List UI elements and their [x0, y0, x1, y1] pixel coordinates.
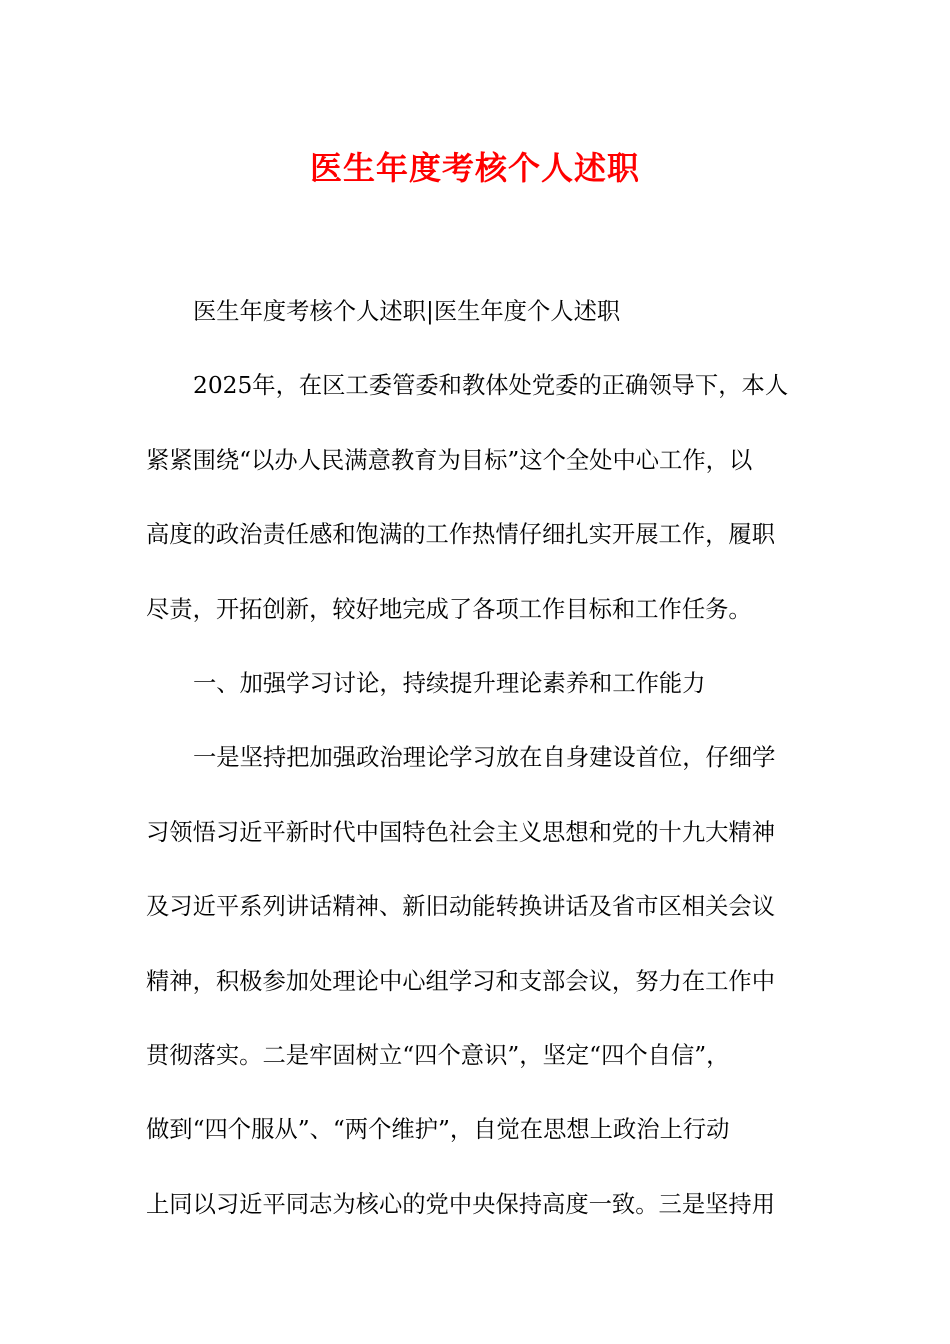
document-title: 医生年度考核个人述职: [309, 149, 640, 187]
section-heading: 一、加强学习讨论，持续提升理论素养和工作能力: [193, 669, 706, 697]
paragraph-line: 精神，积极参加处理论中心组学习和支部会议，努力在工作中: [146, 967, 776, 995]
document-body: [146, 275, 796, 1242]
paragraph-line: 及习近平系列讲话精神、新旧动能转换讲话及省市区相关会议: [146, 893, 776, 921]
paragraph-line: 2025年，在区工委管委和教体处党委的正确领导下，本人: [193, 372, 789, 400]
paragraph-line: 高度的政治责任感和饱满的工作热情仔细扎实开展工作，履职: [146, 521, 776, 549]
paragraph-line: 上同以习近平同志为核心的党中央保持高度一致。三是坚持用: [146, 1190, 776, 1218]
paragraph-line: 贯彻落实。二是牢固树立“四个意识”，坚定“四个自信”，: [146, 1041, 730, 1069]
paragraph-line: 一是坚持把加强政治理论学习放在自身建设首位，仔细学: [193, 744, 776, 772]
paragraph-line: 做到“四个服从”、“两个维护”，自觉在思想上政治上行动: [146, 1116, 730, 1144]
paragraph-line: 紧紧围绕“以办人民满意教育为目标”这个全处中心工作，以: [146, 446, 753, 474]
paragraph-line: 尽责，开拓创新，较好地完成了各项工作目标和工作任务。: [146, 595, 752, 623]
subtitle-line: 医生年度考核个人述职|医生年度个人述职: [193, 298, 621, 325]
paragraph-line: 习领悟习近平新时代中国特色社会主义思想和党的十九大精神: [146, 818, 776, 846]
